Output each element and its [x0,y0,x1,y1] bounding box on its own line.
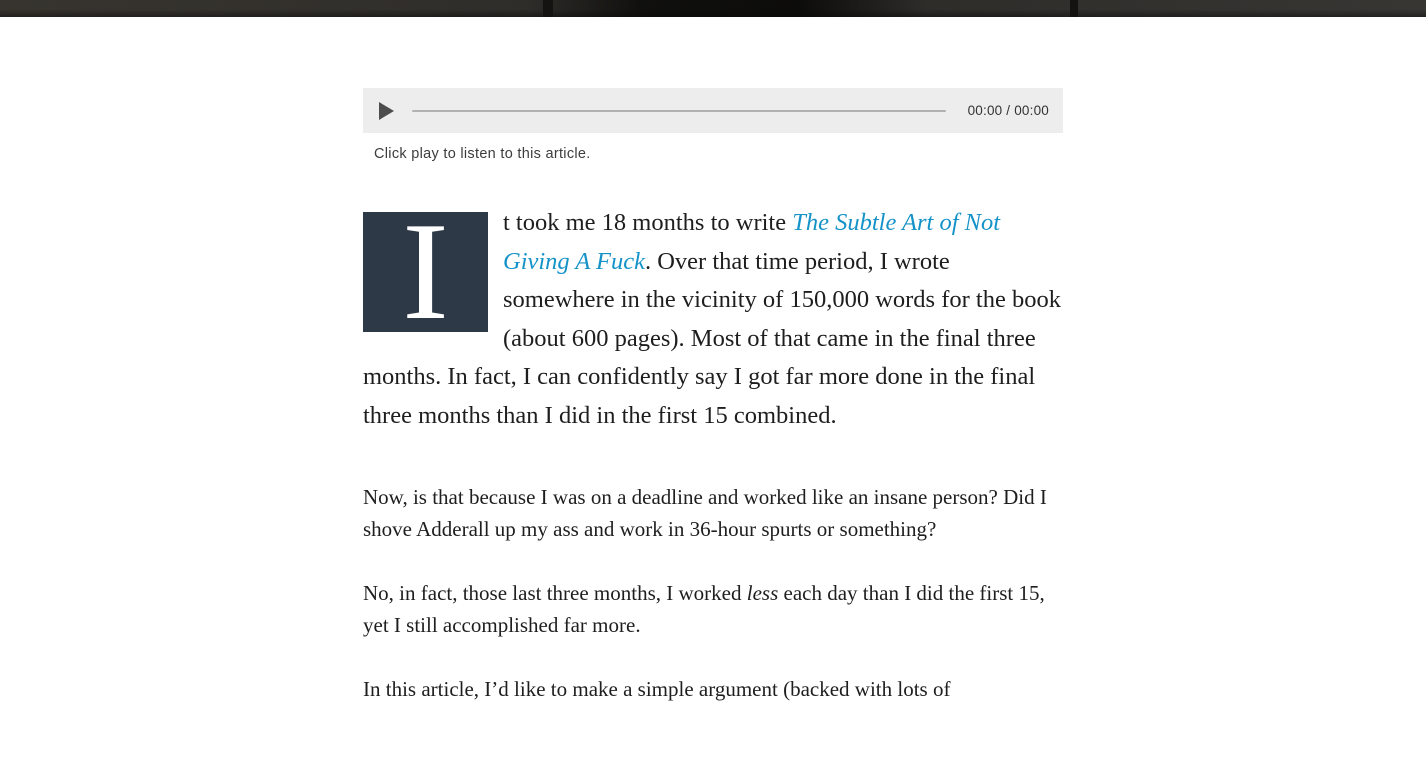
article-column [363,88,1063,705]
p3-emphasis: less [746,581,779,605]
audio-player [363,88,1063,133]
time-display: 00:00 / 00:00 [967,103,1049,118]
paragraph [363,577,1063,641]
p3-after-em: each day than I did the first 15, yet I still accomplished far more. [363,581,1045,637]
play-icon[interactable] [379,102,394,120]
intro-lead-in: t took me 18 months to write [503,209,793,236]
intro-after-link: . Over that time period, I wrote somewhere in the vicinity of 150,000 words for the book (about 600 pages). Most of that came in the final three months. In fact, I can confidently say I got far more done in the final three months than I did in the first 15 combined. [363,247,1061,429]
book-title-link[interactable]: The Subtle Art of Not Giving A Fuck [503,209,1001,275]
paragraph-clipped: In this article, I’d like to make a simple argument (backed with lots of [363,677,951,701]
p3-before-em: No, in fact, those last three months, I worked [363,581,747,605]
paragraph-intro [363,194,1063,435]
article-body [363,194,1063,705]
player-caption: Click play to listen to this article. [374,146,591,162]
drop-cap: I [363,212,488,332]
paragraph: Now, is that because I was on a deadline and worked like an insane person? Did I shove Adderall up my ass and work in 36-hour spurts or something? [363,485,1047,541]
seek-slider[interactable] [412,110,946,112]
hero-image-strip [0,0,1426,17]
